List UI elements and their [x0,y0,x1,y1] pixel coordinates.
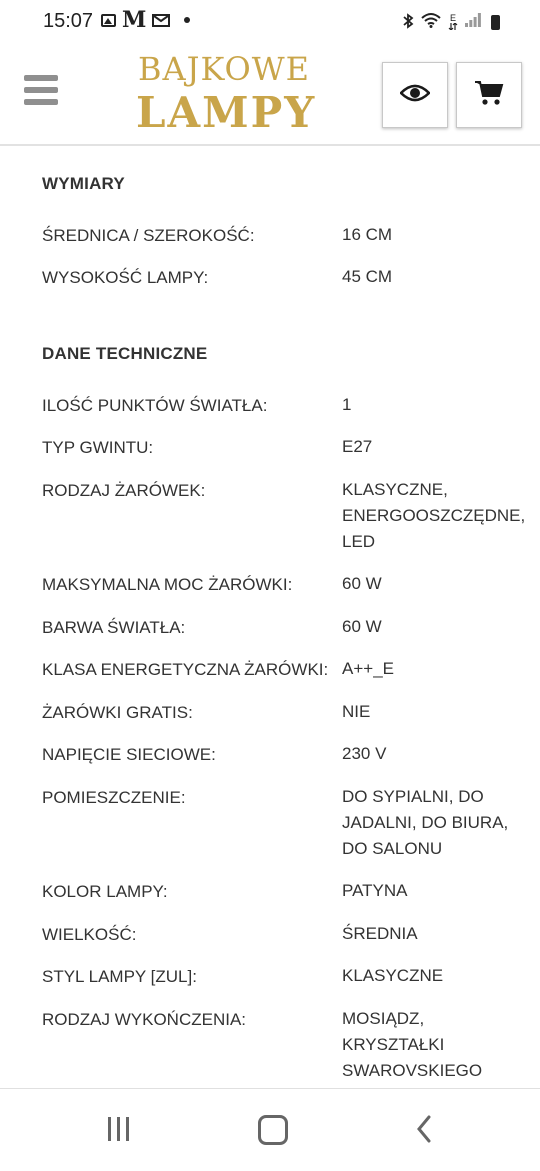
system-icons [402,12,500,33]
image-icon [101,14,116,27]
mail-icon [152,14,170,27]
spec-label: WYSOKOŚĆ LAMPY: [42,268,209,287]
dot-icon [184,17,190,23]
spec-value: NIE [342,702,371,721]
spec-label: STYL LAMPY [ZUL]: [42,967,197,986]
signal-icon [465,13,481,32]
status-bar [0,0,540,44]
spec-label: NAPIĘCIE SIECIOWE: [42,745,216,764]
spec-value-line: MOSIĄDZ, [342,1009,425,1028]
cart-icon [474,79,504,112]
spec-value-line: LED [342,532,376,551]
home-icon[interactable] [258,1115,288,1145]
spec-value: A++_E [342,659,394,678]
spec-value: PATYNA [342,881,408,900]
section-title-technical: DANE TECHNICZNE [42,344,208,363]
spec-value [342,477,532,555]
spec-value: 60 W [342,617,382,636]
view-button[interactable] [382,62,448,128]
network-type-icon [448,14,458,32]
spec-label: TYP GWINTU: [42,438,154,457]
spec-label: MAKSYMALNA MOC ŻARÓWKI: [42,575,293,594]
gmail-icon: M [122,7,147,33]
spec-label: POMIESZCZENIE: [42,788,186,807]
spec-value-line: KRYSZTAŁKI [342,1035,445,1054]
spec-label: RODZAJ ŻARÓWEK: [42,481,206,500]
spec-label: BARWA ŚWIATŁA: [42,618,186,637]
spec-value: 60 W [342,574,382,593]
spec-value: 16 CM [342,225,393,244]
product-specs[interactable] [0,146,540,1088]
logo-text-bottom: LAMPY [136,88,317,137]
eye-icon [400,82,430,109]
notification-icons [101,7,190,33]
spec-value-line: ENERGOOSZCZĘDNE, [342,506,526,525]
spec-label: RODZAJ WYKOŃCZENIA: [42,1010,247,1029]
logo-text-top: BAJKOWE [138,50,310,88]
site-header [0,44,540,146]
spec-value-line: KLASYCZNE, [342,480,448,499]
spec-value-line: DO SYPIALNI, DO [342,787,484,806]
spec-value: KLASYCZNE [342,966,444,985]
spec-value: 45 CM [342,267,393,286]
bluetooth-icon [402,13,414,32]
spec-label: KLASA ENERGETYCZNA ŻARÓWKI: [42,660,329,679]
spec-value-line: DO SALONU [342,839,443,858]
battery-icon [491,15,500,30]
system-nav-bar [0,1088,540,1171]
spec-label: ŚREDNICA / SZEROKOŚĆ: [42,226,255,245]
spec-value: ŚREDNIA [342,924,418,943]
spec-value [342,784,532,862]
spec-value-line: JADALNI, DO BIURA, [342,813,509,832]
hamburger-icon[interactable] [24,75,58,105]
spec-value-line: SWAROVSKIEGO [342,1061,483,1080]
spec-label: WIELKOŚĆ: [42,925,137,944]
wifi-icon [421,12,441,33]
cart-button[interactable] [456,62,522,128]
spec-label: KOLOR LAMPY: [42,882,168,901]
recents-icon[interactable] [108,1117,129,1141]
back-icon[interactable] [416,1115,432,1148]
spec-value: 1 [342,395,352,414]
section-title-dimensions: WYMIARY [42,174,125,193]
spec-value: E27 [342,437,373,456]
network-label: E [449,12,456,23]
spec-label: ILOŚĆ PUNKTÓW ŚWIATŁA: [42,396,268,415]
spec-value: 230 V [342,744,387,763]
site-logo[interactable] [136,50,317,138]
spec-label: ŻARÓWKI GRATIS: [42,703,193,722]
status-time: 15:07 [43,10,94,32]
spec-value [342,1006,532,1084]
